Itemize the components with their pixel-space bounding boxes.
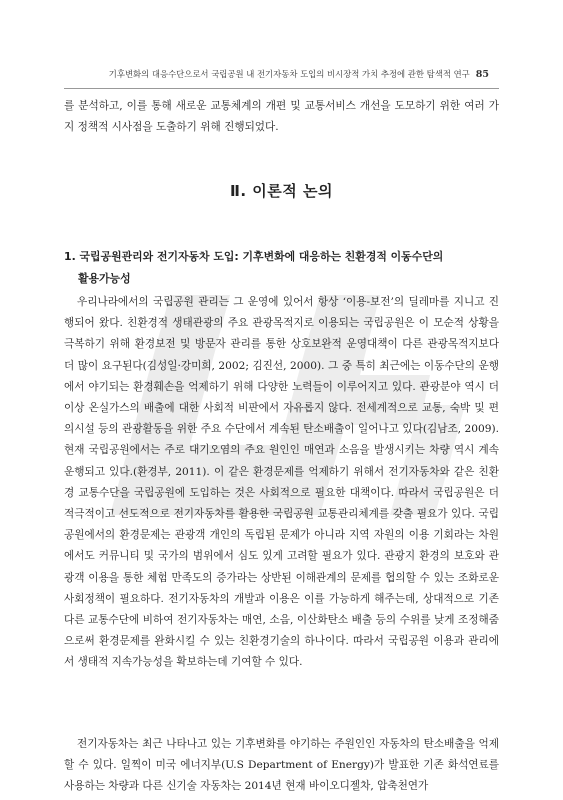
subsection-title (64, 246, 499, 290)
section-title: Ⅱ. 이론적 논의 (230, 182, 333, 200)
body-paragraph-continued: 전기자동차는 최근 나타나고 있는 기후변화를 야기하는 주원인인 자동차의 탄소배출을 억제할 수 있다. 일찍이 미국 에너지부(U.S Department of Energy)가 발표한 기존 화석연료를 사용하는 차량과 다른 신기술 자동차는 2014년 현재 바이오디젤차, 압축천연가 (64, 738, 499, 793)
running-header (109, 68, 489, 80)
page-number: 85 (475, 69, 489, 80)
body-paragraph: 우리나라에서의 국립공원 관리는 그 운영에 있어서 항상 ‘이용-보전’의 딜레마를 지니고 진행되어 왔다. 친환경적 생태관광의 주요 관광목적지로 이용되는 국립공원은 이 모순적 상황을 극복하기 위해 환경보전 및 방문자 관리를 통한 상호보완적 운영대책이 다른 관광목적지보다 더 많이 요구된다(김성일·강미희, 2002; 김진선, 2000). 그 중 특히 최근에는 이동수단의 운행에서 야기되는 환경훼손을 억제하기 위해 다양한 노력들이 이루어지고 있다. 관광분야 역시 더 이상 온실가스의 배출에 대한 사회적 비판에서 자유롭지 않다. 전세계적으로 교통, 숙박 및 편의시설 등의 관광활동을 위한 주요 수단에서 계속된 탄소배출이 일어나고 있다(김남조, 2009). 현재 국립공원에서는 주로 대기오염의 주요 원인인 매연과 소음을 발생시키는 차량 역시 계속 운행되고 있다.(환경부, 2011). 이 같은 환경문제를 억제하기 위해서 전기자동차와 같은 친환경 교통수단을 국립공원에 도입하는 것은 사회적으로 필요한 대책이다. 따라서 국립공원은 더 적극적이고 선도적으로 전기자동차를 활용한 국립공원 교통관리체계를 갖출 필요가 있다. 국립공원에서의 환경문제는 관광객 개인의 독립된 문제가 아니라 지역 자원의 이용 기회라는 차원에서도 커뮤니티 및 국가의 범위에서 심도 있게 고려할 필요가 있다. 관광지 환경의 보호와 관광객 이용을 통한 체험 만족도의 증가라는 상반된 이해관계의 문제를 협의할 수 있는 조화로운 사회정책이 필요하다. 전기자동차의 개발과 이용은 이를 가능하게 해주는데, 상대적으로 기존 다른 교통수단에 비하여 전기자동차는 매연, 소음, 이산화탄소 배출 등의 수위를 낮게 조정해줌으로써 환경문제를 완화시킬 수 있는 친환경기술의 하나이다. 따라서 국립공원 이용과 관리에서 생태적 지속가능성을 확보하는데 기여할 수 있다. (64, 296, 499, 669)
intro-paragraph: 를 분석하고, 이를 통해 새로운 교통체계의 개편 및 교통서비스 개선을 도모하기 위한 여러 가지 정책적 시사점을 도출하기 위해 진행되었다. (64, 100, 499, 134)
subsection-title-line1: 1. 국립공원관리와 전기자동차 도입: 기후변화에 대응하는 친환경적 이동수단의 (64, 250, 444, 263)
running-title: 기후변화의 대응수단으로서 국립공원 내 전기자동차 도입의 비시장적 가치 추정에 관한 탐색적 연구 (108, 69, 470, 79)
subsection-title-line2: 활용가능성 (78, 272, 131, 285)
header-rule (64, 88, 499, 89)
